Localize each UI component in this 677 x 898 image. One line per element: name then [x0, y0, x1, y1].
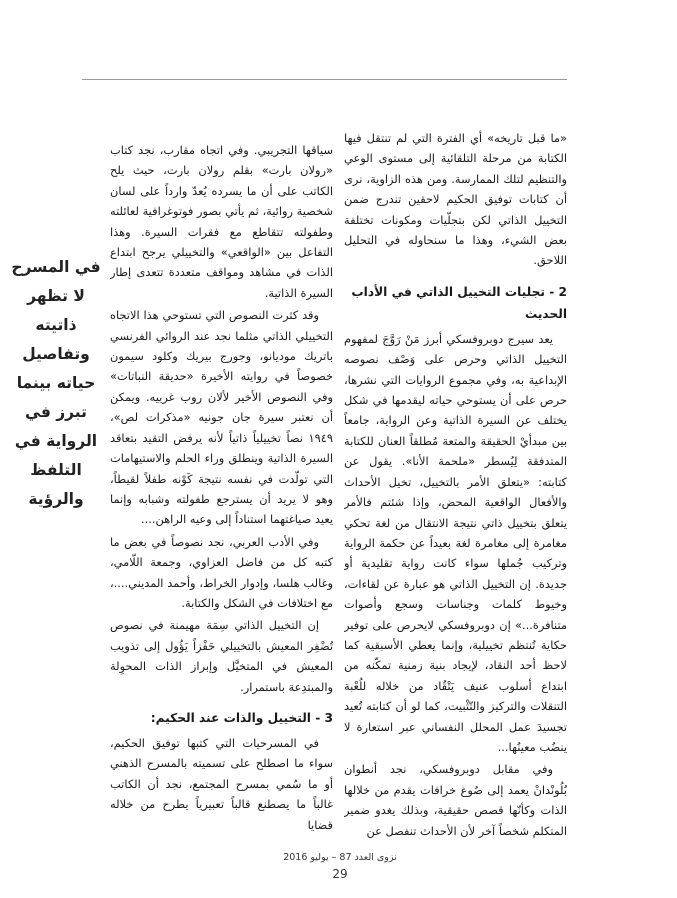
footer-issue-line: نزوى العدد 87 – يوليو 2016	[283, 852, 397, 863]
paragraph: في المسرحيات التي كتبها توفيق الحكيم، سواء ما اصطلح على تسميته بالمسرح الذهني أو ما سُمي بمسرح المجتمع، نجد أن الكاتب غالباً ما يصطنع قالباً تعبيرياً يطرح من خلاله قضايا	[110, 735, 333, 832]
paragraph: وقد كثرت النصوص التي تستوحي هذا الاتجاه التخييلي الذاتي مثلما نجد عند الروائي الفرنسي باتريك موديانو، وجورج بيريك وكلود سيمون خصوصاً في روايته الأخيرة «حديقة النباتات» وفي النصوص الأخير لألان روب غرييه. ويمكن أن نعتبر سيرة جان جونيه «مذكرات لص»، ١٩٤٩ نصاً تخييلياً ذاتياً لأنه يرفض التقيد بتعاقد السيرة الذاتية وينطلق وراء الحلم والاستيهامات التي تولّدت في نفسه نتيجة كَوْنه طفلاً لقيطاً، وهو لا يريد أن يسترجع طفولته وشبابه وإنما يعيد صياغتهما استناداً إلى وعيه الراهن....	[110, 308, 333, 527]
page-number: 29	[332, 867, 348, 881]
paragraph: سياقها التجريبي. وفي اتجاه مقارب، نجد كتاب «رولان بارت» بقلم رولان بارت، حيث يلح الكاتب على أن ما يسرده يُعدّ وارداً على لسان شخصية روائية، ثم يأتي بصور فوتوغرافية لعائلته وطفولته تتقاطع مع فقرات السيرة. وهذا التفاعل بين «الواقعي» والتخييلي يرجح ابتداع الذات في مشاهد ومواقف متعددة تتعدى إطار السيرة الذاتية.	[110, 143, 333, 300]
section-heading-2: 2 - تجليات التخييل الذاتي في الأداب الحديث	[351, 284, 567, 321]
paragraph: «ما قبل تاريخه» أي الفترة التي لم تنتقل فيها الكتابة من مرحلة التلقائية إلى مستوى الوعي والتنظيم لتلك الممارسة. ومن هذه الزاوية، نرى أن كتابات توفيق الحكيم لاحقين تندرج ضمن التخييل الذاتي لكن بتجلّيات ومكونات تختلفة بعض الشيء، وهذا ما سنحاوله في التحليل اللاحق.	[344, 131, 567, 268]
right-column	[344, 128, 567, 891]
paragraph: وفي مقابل دوبروفسكي، نجد أنطوان بُلُونْدانْ يعمد إلى صُوغ خرافات يقدم من خلالها الذات وكأنّها قصص حقيقية، وبذلك يغدو ضمير المتكلم شخصاً آخر لأن الأحداث تنفصل عن	[344, 762, 567, 838]
middle-column	[110, 140, 333, 880]
top-divider	[82, 79, 567, 80]
paragraph: إن التخييل الذاتي سِمَة مهيمنة في نصوص تُضْفِر المعيش بالتخييلي حَفْزاً يَؤُول إلى تذويب المعيش في المتخيَّل وإبراز الذات المحوِلة والمبتدِعة باستمرار.	[110, 618, 333, 694]
section-heading-3: 3 - التخييل والذات عند الحكيم:	[150, 710, 333, 725]
paragraph: يعد سيرج دوبروفسكي أبرز مَنْ رَوَّجَ لمفهوم التخييل الذاتي وحرص على وَصْف نصوصه الإبداعية به، وفي مجموع الروايات التي نشرها، حرص على أن يستوحي حياته ليقدمها في شكل يختلف عن السيرة الذاتية وعن الرواية، جامعاً بين مبدأيْ الحقيقة والمتعة مُطلقاً العنان للكتابة المتدفقة لِيُسطر «ملحمة الأنا». يقول عن كتابته: «يتعلق الأمر بالتخييل، تخيل الأحداث والأفعال الواقعية المحض، وإذا شئتم فالأمر يتعلق بتخييل ذاتي نتيجة الانتقال من لغة تحكي مغامرة إلى مغامرة لغة بعيداً عن حكمة الرواية وتركيب جُملها سواء كانت رواية تقليدية أو جديدة. إن التخييل الذاتي هو عبارة عن لقاءات، وخيوط كلمات وجناسات وسجع وأصوات متنافرة...» إن دوبروفسكي لايحرص على توفير حكاية تُنتظم تخييلية، وإنما يعطي الأسبقية كما لاحظ أحد النقاد، لإيجاد بنية زمنية تمكّنه من ابتداع أسلوب عنيف يَتْقُاد من خلاله للُعْبة التنقلات والتركيز والتّثْبيت، كما لو أن كتابته تُعيد تجسيدَ عمل المحلل النفساني عبر استعارة لا ينضُب معينُها...	[344, 331, 567, 754]
paragraph: وفي الأدب العربي، نجد نصوصاً في بعض ما كتبه كل من فاضل العزاوي، وجمعة اللّامي، وغالب هلسا، وإدوار الخراط، وأحمد المديني....، مع اختلافات في الشكل والكتابة.	[110, 534, 333, 610]
pull-quote: في المسرح لا تظهر ذاتيته وتفاصيل حياته بينما تبرز في الرواية في التلفظ والرؤية	[11, 258, 101, 508]
